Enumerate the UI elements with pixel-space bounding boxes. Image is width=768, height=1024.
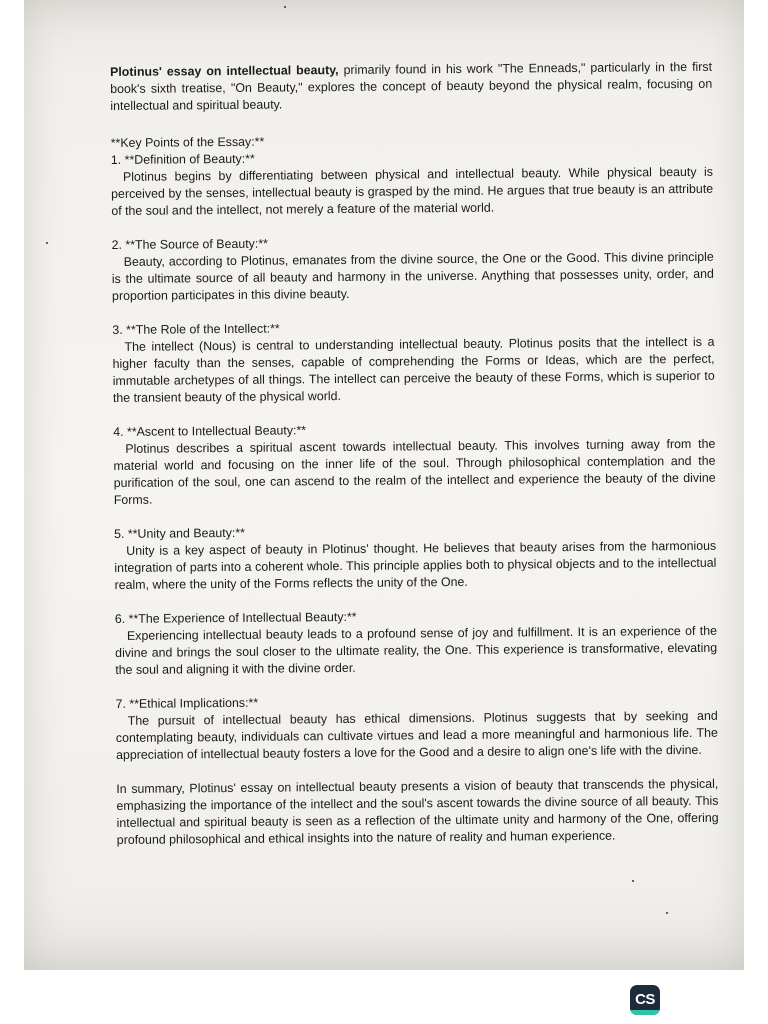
section-definition — [111, 147, 714, 220]
section-body: Experiencing intellectual beauty leads to a profound sense of joy and fulfillment. It is an experience of the divine and brings the soul closer to the ultimate reality, the One. This experience is transformative, elevating the soul and aligning it with the divine order. — [115, 623, 718, 677]
intro-paragraph — [110, 59, 712, 115]
key-points-heading: **Key Points of the Essay:** — [110, 134, 265, 150]
section-body: Plotinus describes a spiritual ascent towards intellectual beauty. This involves turning away from the material world and focusing on the inner life of the soul. Through philosophical contemplation and the purification of the soul, one can ascend to the realm of the intellect and experience the beauty of the divine Forms. — [113, 436, 716, 507]
section-title: 2. **The Source of Beauty:** — [111, 236, 268, 252]
section-body: The pursuit of intellectual beauty has ethical dimensions. Plotinus suggests that by seeking and contemplating beauty, individuals can cultivate virtues and lead a more meaningful and harmonious life. The appreciation of intellectual beauty fosters a love for the Good and a desire to align one's life with the divine. — [115, 708, 718, 762]
section-title: 5. **Unity and Beauty:** — [114, 525, 246, 541]
section-unity — [114, 521, 717, 594]
section-title: 3. **The Role of the Intellect:** — [112, 321, 280, 337]
summary-paragraph: In summary, Plotinus' essay on intellectual beauty presents a vision of beauty that transcends the physical, emphasizing the importance of the intellect and the soul's ascent towards the divine source of all beauty. This intellectual and spiritual beauty is seen as a reflection of the ultimate unity and harmony of the One, offering profound philosophical and ethical insights into the nature of reality and human experience. — [116, 776, 719, 847]
intro-bold-text: Plotinus' essay on intellectual beauty, — [110, 63, 339, 79]
section-title: 7. **Ethical Implications:** — [115, 695, 259, 711]
section-title: 6. **The Experience of Intellectual Beauty:** — [114, 609, 357, 626]
section-intellect — [112, 317, 715, 407]
section-source — [112, 232, 715, 305]
section-body: Plotinus begins by differentiating between physical and intellectual beauty. While physical beauty is perceived by the senses, intellectual beauty is grasped by the mind. He argues that true beauty is an attribute of the soul and the intellect, not merely a feature of the material world. — [111, 164, 714, 218]
camscanner-logo-text: CS — [635, 991, 655, 1008]
scan-speck — [666, 912, 668, 914]
document-body — [110, 59, 719, 849]
intro-text: primarily found in his work "The Enneads," particularly in the first book's sixth treatise, "On Beauty," explores the concept of beauty beyond the physical realm, focusing on intellectual and spiritual beauty. — [110, 59, 713, 113]
camscanner-logo-icon — [630, 985, 660, 1015]
scan-speck — [46, 242, 48, 244]
section-title: 4. **Ascent to Intellectual Beauty:** — [113, 423, 307, 439]
section-experience — [115, 606, 718, 679]
section-body: The intellect (Nous) is central to understanding intellectual beauty. Plotinus posits that the intellect is a higher faculty than the senses, capable of comprehending the Forms or Ideas, which are the perfect, immutable archetypes of all things. The intellect can perceive the beauty of these Forms, which is superior to the transient beauty of the physical world. — [112, 334, 715, 405]
scanned-page — [24, 0, 744, 970]
scan-speck — [284, 6, 286, 8]
section-body: Unity is a key aspect of beauty in Plotinus' thought. He believes that beauty arises from the harmonious integration of parts into a coherent whole. This principle applies both to physical objects and to the intellectual realm, where the unity of the Forms reflects the unity of the One. — [114, 538, 717, 592]
scan-speck — [632, 880, 634, 882]
section-body: Beauty, according to Plotinus, emanates from the divine source, the One or the Good. This divine principle is the ultimate source of all beauty and harmony in the universe. Anything that possesses unity, order, and proportion participates in this divine beauty. — [111, 249, 714, 303]
section-ethics — [116, 691, 719, 764]
section-ascent — [113, 419, 716, 509]
section-title: 1. **Definition of Beauty:** — [110, 151, 255, 167]
